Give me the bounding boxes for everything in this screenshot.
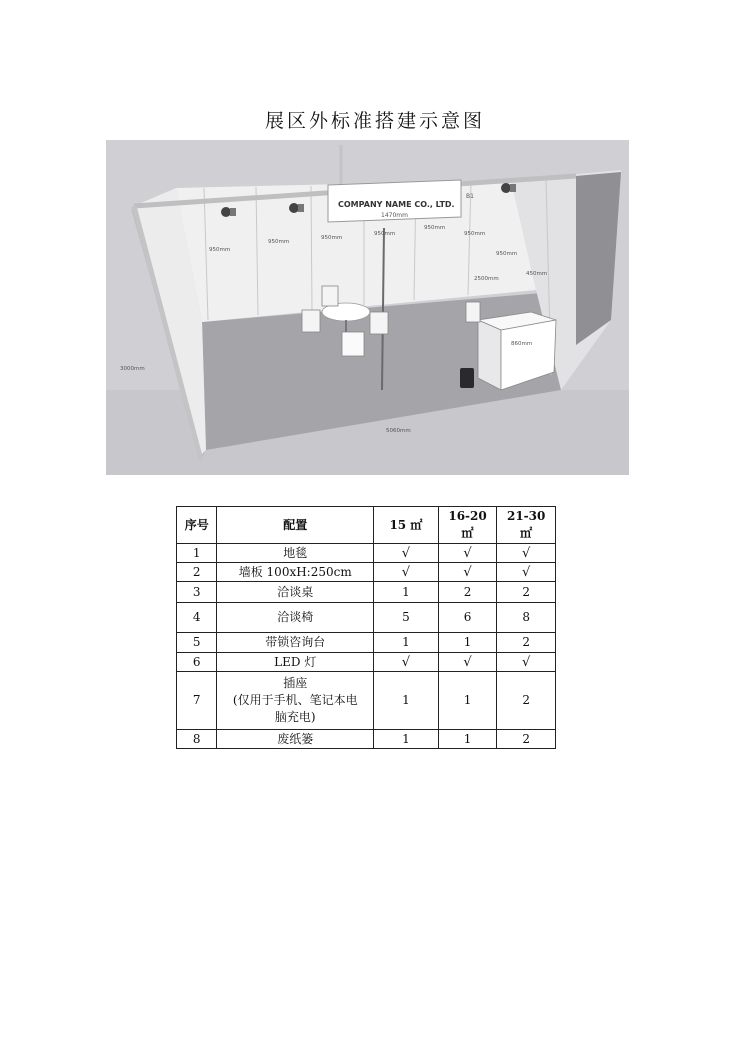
row-value-21-30: 2 xyxy=(497,672,556,730)
table-row xyxy=(177,544,556,563)
row-value-16-20: 1 xyxy=(438,730,497,749)
depth-dim: 3000mm xyxy=(120,366,145,372)
table-row xyxy=(177,582,556,603)
row-value-16-20: √ xyxy=(438,544,497,563)
row-item: 墙板 100xH:250cm xyxy=(217,563,374,582)
row-item: 地毯 xyxy=(217,544,374,563)
row-value-15: √ xyxy=(374,544,439,563)
panel-dim-2: 950mm xyxy=(268,239,290,245)
panel-dim-7: 950mm xyxy=(496,251,518,257)
row-value-15: 1 xyxy=(374,633,439,653)
row-value-16-20: 2 xyxy=(438,582,497,603)
row-num: 1 xyxy=(177,544,217,563)
row-item: 带锁咨询台 xyxy=(217,633,374,653)
row-value-15: 5 xyxy=(374,603,439,633)
table-row xyxy=(177,653,556,672)
row-num: 5 xyxy=(177,633,217,653)
row-num: 8 xyxy=(177,730,217,749)
header-15: 15 ㎡ xyxy=(374,507,439,544)
row-value-21-30: √ xyxy=(497,563,556,582)
row-value-15: √ xyxy=(374,653,439,672)
table-row xyxy=(177,672,556,730)
row-value-21-30: √ xyxy=(497,653,556,672)
table-row xyxy=(177,730,556,749)
row-value-16-20: 6 xyxy=(438,603,497,633)
header-16-20: 16-20 ㎡ xyxy=(438,507,497,544)
booth-render-image xyxy=(106,140,629,475)
row-value-21-30: √ xyxy=(497,544,556,563)
row-value-15: √ xyxy=(374,563,439,582)
counter-dim: 860mm xyxy=(511,341,533,347)
row-value-16-20: 1 xyxy=(438,672,497,730)
row-num: 2 xyxy=(177,563,217,582)
row-value-21-30: 2 xyxy=(497,730,556,749)
row-value-15: 1 xyxy=(374,672,439,730)
row-num: 6 xyxy=(177,653,217,672)
header-item: 配置 xyxy=(217,507,374,544)
panel-dim-5: 950mm xyxy=(424,225,446,231)
row-value-21-30: 8 xyxy=(497,603,556,633)
panel-dim-6: 950mm xyxy=(464,231,486,237)
row-num: 7 xyxy=(177,672,217,730)
header-num: 序号 xyxy=(177,507,217,544)
row-value-16-20: √ xyxy=(438,563,497,582)
booth-number: B1 xyxy=(466,193,474,200)
table-header-row xyxy=(177,507,556,544)
row-item: 洽谈椅 xyxy=(217,603,374,633)
row-value-21-30: 2 xyxy=(497,633,556,653)
row-value-15: 1 xyxy=(374,730,439,749)
row-num: 3 xyxy=(177,582,217,603)
panel-dim-3: 950mm xyxy=(321,235,343,241)
table-row xyxy=(177,563,556,582)
row-value-21-30: 2 xyxy=(497,582,556,603)
row-item: 洽谈桌 xyxy=(217,582,374,603)
panel-dim-8: 450mm xyxy=(526,271,548,277)
fascia-text: COMPANY NAME CO., LTD. xyxy=(338,200,455,209)
row-item: 废纸篓 xyxy=(217,730,374,749)
row-value-16-20: 1 xyxy=(438,633,497,653)
header-21-30: 21-30 ㎡ xyxy=(497,507,556,544)
row-value-15: 1 xyxy=(374,582,439,603)
row-num: 4 xyxy=(177,603,217,633)
fascia-dimension: 1470mm xyxy=(381,212,408,219)
page-title: 展区外标准搭建示意图 xyxy=(264,110,485,132)
panel-dim-4: 950mm xyxy=(374,231,396,237)
panel-dim-1: 950mm xyxy=(209,247,231,253)
row-value-16-20: √ xyxy=(438,653,497,672)
row-item: LED 灯 xyxy=(217,653,374,672)
wall-height-dim: 2500mm xyxy=(474,276,499,282)
floor-width-dim: 5060mm xyxy=(386,428,411,434)
table-row xyxy=(177,603,556,633)
row-item: 插座 (仅用于手机、笔记本电 脑充电) xyxy=(217,672,374,730)
configuration-table xyxy=(176,506,556,749)
waste-basket xyxy=(460,368,474,388)
table-row xyxy=(177,633,556,653)
